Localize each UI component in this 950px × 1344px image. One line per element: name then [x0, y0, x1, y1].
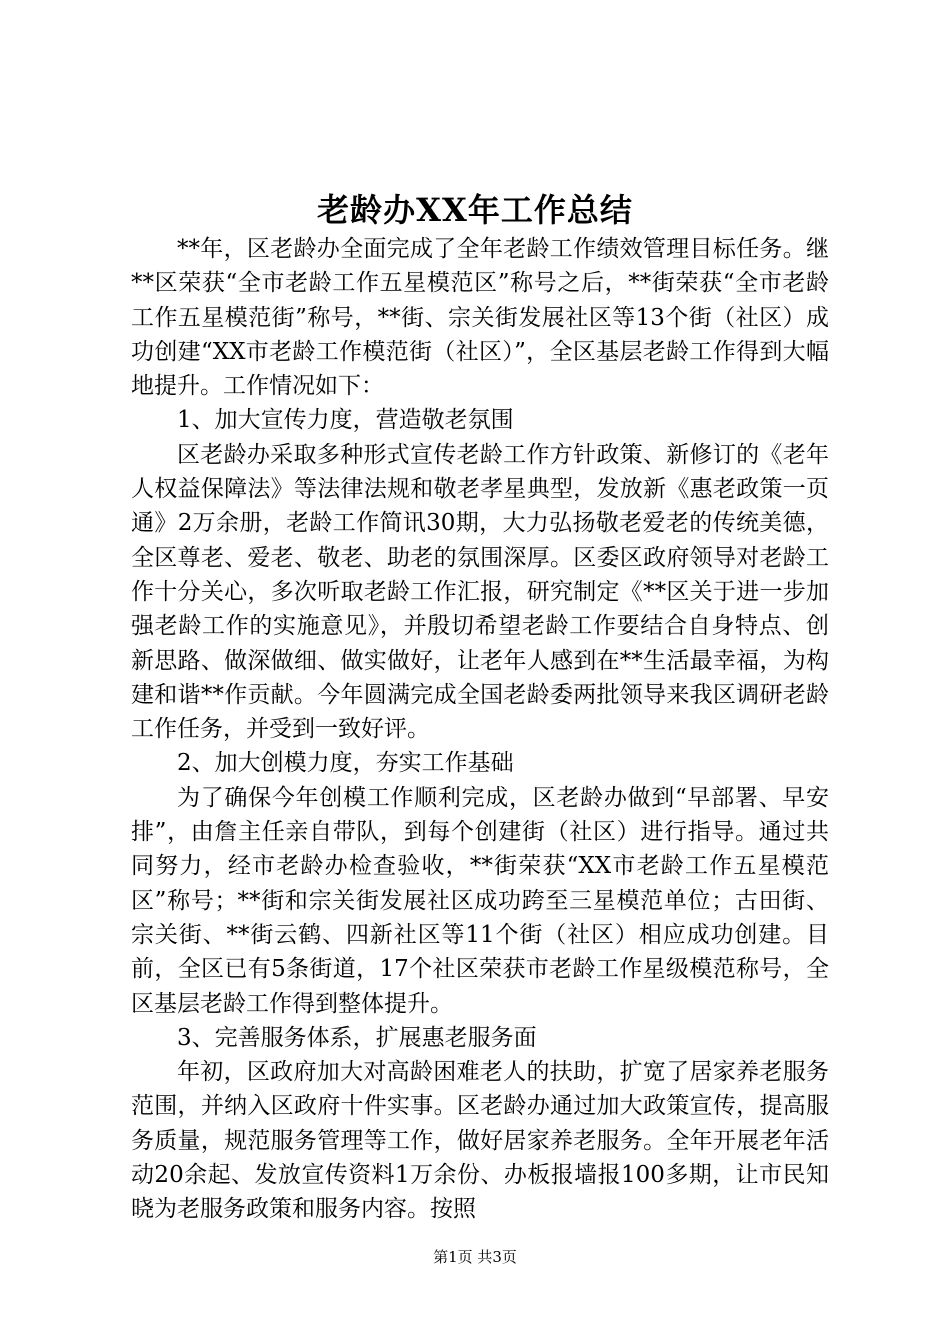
- section-2-paragraph: 为了确保今年创模工作顺利完成，区老龄办做到“早部署、早安排”，由詹主任亲自带队，到每个创建街（社区）进行指导。通过共同努力，经市老龄办检查验收，**街荣获“XX市老龄工作五星模范区”称号；**街和宗关街发展社区成功跨至三星模范单位；古田街、宗关街、**街云鹤、四新社区等11个街（社区）相应成功创建。目前，全区已有5条街道，17个社区荣获市老龄工作星级模范称号，全区基层老龄工作得到整体提升。: [131, 784, 829, 1017]
- section-heading-3: 3、完善服务体系，扩展惠老服务面: [177, 1024, 537, 1051]
- section-heading-2: 2、加大创模力度，夯实工作基础: [177, 750, 514, 777]
- section-1-paragraph: 区老龄办采取多种形式宣传老龄工作方针政策、新修订的《老年人权益保障法》等法律法规和敬老孝星典型，发放新《惠老政策一页通》2万余册，老龄工作简讯30期，大力弘扬敬老爱老的传统美德，全区尊老、爱老、敬老、助老的氛围深厚。区委区政府领导对老龄工作十分关心，多次听取老龄工作汇报，研究制定《**区关于进一步加强老龄工作的实施意见》，并殷切希望老龄工作要结合自身特点、创新思路、做深做细、做实做好，让老年人感到在**生活最幸福，为构建和谐**作贡献。今年圆满完成全国老龄委两批领导来我区调研老龄工作任务，并受到一致好评。: [131, 441, 829, 743]
- page-number-footer: 第1页 共3页: [433, 1248, 517, 1266]
- section-3-paragraph: 年初，区政府加大对高龄困难老人的扶助，扩宽了居家养老服务范围，并纳入区政府十件实事。区老龄办通过加大政策宣传，提高服务质量，规范服务管理等工作，做好居家养老服务。全年开展老年活动20余起、发放宣传资料1万余份、办板报墙报100多期，让市民知晓为老服务政策和服务内容。按照: [131, 1059, 829, 1223]
- intro-paragraph: **年，区老龄办全面完成了全年老龄工作绩效管理目标任务。继**区荣获“全市老龄工作五星模范区”称号之后，**街荣获“全市老龄工作五星模范街”称号，**街、宗关街发展社区等13个街（社区）成功创建“XX市老龄工作模范街（社区）”，全区基层老龄工作得到大幅地提升。工作情况如下：: [131, 236, 829, 400]
- document-body: [131, 232, 829, 1227]
- document-title: 老龄办XX年工作总结: [317, 191, 633, 229]
- section-heading-1: 1、加大宣传力度，营造敬老氛围: [177, 407, 514, 434]
